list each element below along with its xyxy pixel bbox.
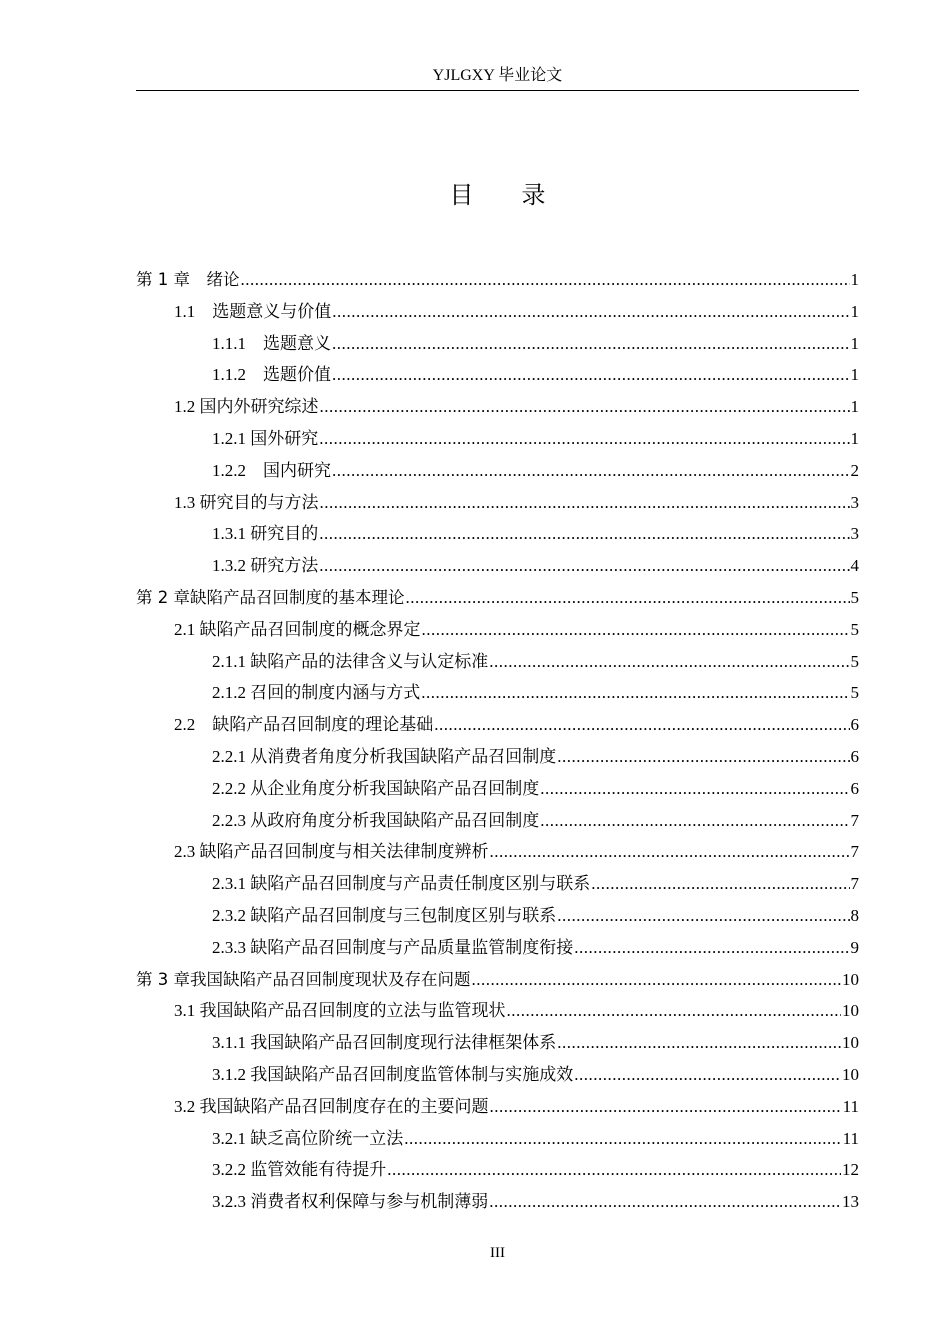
dot-leader (332, 455, 850, 487)
toc-entry-title: 2.2 缺陷产品召回制度的理论基础 (174, 715, 434, 735)
toc-entry-title: 2.3.2 缺陷产品召回制度与三包制度区别与联系 (212, 905, 557, 925)
toc-entry-title: 1.2 国内外研究综述 (174, 397, 319, 417)
toc-entry-page: 11 (842, 1096, 859, 1116)
dot-leader (574, 1059, 841, 1091)
toc-entry[interactable] (136, 550, 859, 582)
dot-leader (574, 932, 849, 964)
toc-entry[interactable] (136, 868, 859, 900)
toc-entry-page: 6 (850, 778, 859, 798)
toc-entry-title: 第 3 章我国缺陷产品召回制度现状及存在问题 (136, 969, 471, 989)
dot-leader (319, 423, 849, 455)
dot-leader (332, 296, 849, 328)
toc-entry-page: 7 (850, 842, 859, 862)
dot-leader (490, 836, 850, 868)
toc-entry-title: 2.1.2 召回的制度内涵与方式 (212, 683, 421, 703)
toc-entry[interactable] (136, 964, 859, 996)
toc-entry-title: 2.2.2 从企业角度分析我国缺陷产品召回制度 (212, 778, 540, 798)
dot-leader (434, 709, 849, 741)
toc-entry-page: 9 (850, 937, 859, 957)
toc-entry-title: 1.1.1 选题意义 (212, 333, 331, 353)
dot-leader (387, 1154, 841, 1186)
toc-entry-title: 1.1 选题意义与价值 (174, 301, 332, 321)
toc-entry[interactable] (136, 1123, 859, 1155)
toc-entry-page: 1 (850, 270, 859, 289)
toc-entry-page: 10 (842, 1064, 859, 1084)
toc-entry-page: 8 (850, 905, 859, 925)
toc-entry-title: 1.1.2 选题价值 (212, 365, 331, 385)
toc-entry[interactable] (136, 805, 859, 837)
toc-entry-page: 10 (842, 1001, 859, 1021)
toc-entry-page: 2 (850, 460, 859, 480)
toc-entry[interactable] (136, 1154, 859, 1186)
toc-entry-title: 3.2.1 缺乏高位阶统一立法 (212, 1128, 404, 1148)
toc-entry[interactable] (136, 1027, 859, 1059)
toc-entry-page: 6 (850, 715, 859, 735)
toc-entry-title: 3.1.2 我国缺陷产品召回制度监管体制与实施成效 (212, 1064, 574, 1084)
dot-leader (421, 677, 849, 709)
toc-entry-title: 2.1 缺陷产品召回制度的概念界定 (174, 619, 421, 639)
toc-entry-title: 3.1 我国缺陷产品召回制度的立法与监管现状 (174, 1001, 506, 1021)
toc-entry[interactable] (136, 487, 859, 519)
dot-leader (540, 773, 849, 805)
dot-leader (319, 550, 849, 582)
toc-entry[interactable] (136, 391, 859, 423)
dot-leader (332, 359, 850, 391)
toc-entry-title: 2.2.1 从消费者角度分析我国缺陷产品召回制度 (212, 746, 557, 766)
toc-entry-page: 6 (850, 746, 859, 766)
toc-entry-page: 13 (842, 1192, 859, 1212)
toc-entry-page: 12 (842, 1160, 859, 1180)
toc-entry[interactable] (136, 518, 859, 550)
toc-entry[interactable] (136, 646, 859, 678)
toc-entry-title: 1.3 研究目的与方法 (174, 492, 319, 512)
toc-entry[interactable] (136, 709, 859, 741)
toc-entry-page: 5 (850, 651, 859, 671)
toc-entry-page: 7 (850, 810, 859, 830)
dot-leader (507, 995, 842, 1027)
toc-entry[interactable] (136, 1059, 859, 1091)
dot-leader (320, 487, 850, 519)
toc-entry-title: 2.3.1 缺陷产品召回制度与产品责任制度区别与联系 (212, 874, 591, 894)
dot-leader (557, 741, 849, 773)
toc-entry[interactable] (136, 1186, 859, 1218)
dot-leader (332, 328, 850, 360)
toc-entry-page: 3 (850, 492, 859, 512)
table-of-contents (136, 264, 859, 1218)
dot-leader (489, 646, 849, 678)
toc-entry[interactable] (136, 1091, 859, 1123)
dot-leader (557, 900, 849, 932)
toc-entry[interactable] (136, 264, 859, 296)
dot-leader (406, 582, 850, 614)
toc-entry[interactable] (136, 296, 859, 328)
toc-entry-page: 4 (850, 556, 859, 576)
toc-entry[interactable] (136, 677, 859, 709)
toc-entry-page: 1 (850, 333, 859, 353)
toc-entry-page: 5 (850, 587, 859, 607)
toc-entry[interactable] (136, 455, 859, 487)
toc-entry[interactable] (136, 582, 859, 614)
dot-leader (422, 614, 850, 646)
toc-entry-page: 5 (850, 619, 859, 639)
toc-title-char-2: 录 (521, 181, 546, 209)
toc-entry-page: 10 (842, 969, 859, 989)
toc-entry[interactable] (136, 614, 859, 646)
toc-entry-page: 7 (850, 874, 859, 894)
dot-leader (320, 391, 850, 423)
toc-entry-title: 2.2.3 从政府角度分析我国缺陷产品召回制度 (212, 810, 540, 830)
toc-entry-title: 2.3 缺陷产品召回制度与相关法律制度辨析 (174, 842, 489, 862)
page-number: III (490, 1245, 505, 1261)
dot-leader (319, 518, 849, 550)
toc-entry-page: 10 (842, 1033, 859, 1053)
toc-entry-title: 3.2.2 监管效能有待提升 (212, 1160, 387, 1180)
toc-entry-title: 2.3.3 缺陷产品召回制度与产品质量监管制度衔接 (212, 937, 574, 957)
toc-entry-title: 1.2.1 国外研究 (212, 428, 319, 448)
toc-entry-page: 11 (842, 1128, 859, 1148)
toc-entry[interactable] (136, 328, 859, 360)
toc-entry[interactable] (136, 359, 859, 391)
toc-entry-title: 第 1 章 绪论 (136, 270, 240, 289)
toc-entry[interactable] (136, 900, 859, 932)
toc-entry-page: 1 (850, 397, 859, 417)
toc-entry-page: 3 (850, 524, 859, 544)
dot-leader (404, 1123, 841, 1155)
dot-leader (540, 805, 849, 837)
toc-entry-title: 1.2.2 国内研究 (212, 460, 331, 480)
toc-entry[interactable] (136, 773, 859, 805)
toc-entry-title: 1.3.1 研究目的 (212, 524, 319, 544)
dot-leader (472, 964, 842, 996)
toc-entry-title: 第 2 章缺陷产品召回制度的基本理论 (136, 587, 405, 607)
toc-entry-title: 3.2.3 消费者权利保障与参与机制薄弱 (212, 1192, 489, 1212)
toc-entry[interactable] (136, 741, 859, 773)
header-rule (136, 90, 859, 91)
toc-entry-title: 2.1.1 缺陷产品的法律含义与认定标准 (212, 651, 489, 671)
toc-title (136, 180, 859, 210)
toc-entry-page: 1 (850, 301, 859, 321)
toc-entry-page: 5 (850, 683, 859, 703)
toc-entry[interactable] (136, 423, 859, 455)
dot-leader (591, 868, 849, 900)
dot-leader (241, 264, 850, 296)
toc-entry[interactable] (136, 836, 859, 868)
running-header: YJLGXY 毕业论文 (432, 67, 563, 84)
dot-leader (489, 1186, 841, 1218)
dot-leader (490, 1091, 842, 1123)
toc-entry-page: 1 (850, 365, 859, 385)
toc-entry[interactable] (136, 932, 859, 964)
dot-leader (557, 1027, 841, 1059)
toc-entry[interactable] (136, 995, 859, 1027)
toc-title-char-1: 目 (449, 181, 474, 209)
toc-entry-title: 3.1.1 我国缺陷产品召回制度现行法律框架体系 (212, 1033, 557, 1053)
toc-entry-page: 1 (850, 428, 859, 448)
toc-entry-title: 3.2 我国缺陷产品召回制度存在的主要问题 (174, 1096, 489, 1116)
toc-entry-title: 1.3.2 研究方法 (212, 556, 319, 576)
